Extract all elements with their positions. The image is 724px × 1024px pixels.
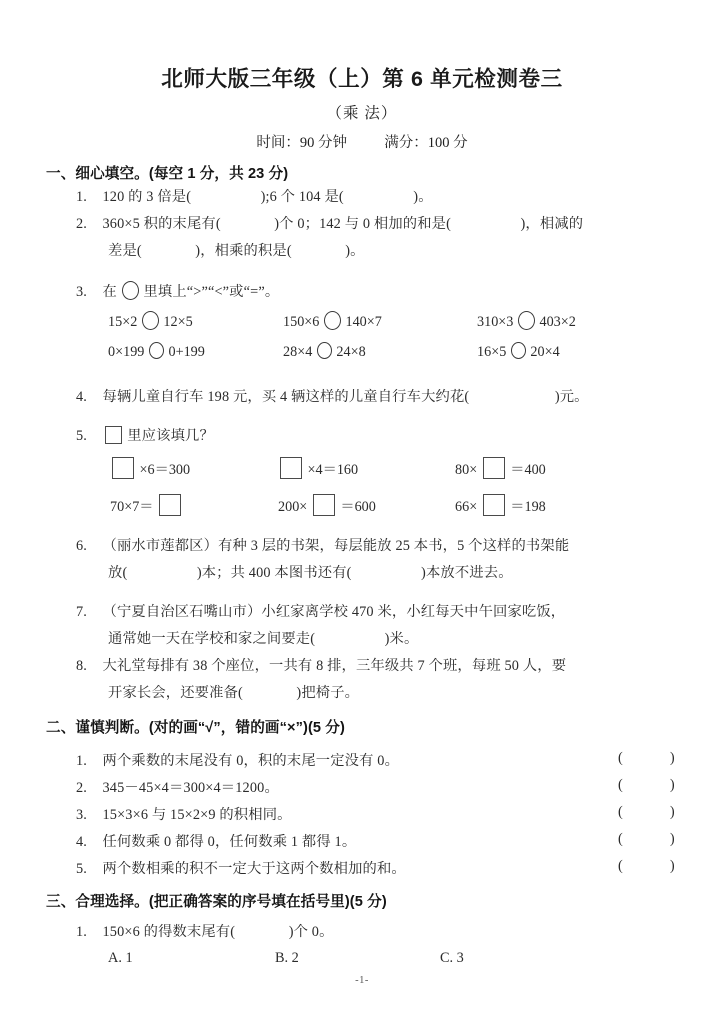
question-3-row-1 [0,311,724,339]
box-expr-cell [278,457,358,479]
paren-open: ( [618,750,623,766]
square-blank-icon[interactable] [280,457,302,479]
question-5-row-2 [0,494,724,522]
box-expr-cell [278,494,376,516]
expr-left: 310×3 [477,314,514,330]
circle-blank-icon[interactable] [142,311,159,330]
expr-left: 28×4 [283,344,313,360]
choice-question-text-b: )个 0。 [288,924,334,940]
expr-cell [477,311,576,331]
expr-cell [477,342,560,361]
question-2-line-2 [108,240,365,260]
judge-answer-blank-1[interactable] [618,750,675,767]
box-expr-pre: 66× [455,499,478,515]
question-5 [76,425,214,445]
page-title: 北师大版三年级（上）第 6 单元检测卷三 [161,67,563,91]
box-expr-cell [110,457,190,479]
score-label: 满分：100 分 [384,135,468,151]
paren-close: ) [669,750,675,766]
paren-open: ( [618,804,623,820]
judge-item-text: 两个乘数的末尾没有 0，积的末尾一定没有 0。 [102,753,400,769]
section-2-heading: 二、谨慎判断。(对的画“√”，错的画“×”)(5 分) [46,720,345,736]
question-4-number: 4. [76,389,88,405]
question-3-row-2 [0,342,724,370]
box-expr-post: ＝600 [340,499,376,515]
judge-answer-blank-3[interactable] [618,804,675,821]
judge-item-4 [76,831,356,851]
judge-item-text: 345－45×4＝300×4＝1200。 [102,780,279,796]
box-expr-pre: 70×7＝ [110,499,154,515]
expr-left: 150×6 [283,314,320,330]
question-1 [76,186,433,206]
choice-question-number: 1. [76,924,88,940]
circle-blank-icon[interactable] [324,311,341,330]
circle-blank-icon[interactable] [149,342,164,359]
expr-cell [283,342,366,361]
paren-open: ( [618,858,623,874]
question-6-text-d: )本放不进去。 [421,565,513,581]
judge-item-text: 15×3×6 与 15×2×9 的积相同。 [102,807,292,823]
judge-item-2 [76,777,279,797]
question-7-text-b: 通常她一天在学校和家之间要走( [108,631,316,647]
question-8-text-a: 大礼堂每排有 38 个座位，一共有 8 排，三年级共 7 个班，每班 50 人，要 [102,658,567,674]
judge-answer-blank-4[interactable] [618,831,675,848]
expr-cell [108,342,205,361]
judge-item-3 [76,804,292,824]
question-6-text-c: )本；共 400 本图书还有( [196,565,352,581]
expr-right: 12×5 [163,314,193,330]
square-blank-icon[interactable] [483,494,505,516]
box-expr-post: ×4＝160 [307,462,359,478]
paren-open: ( [618,777,623,793]
choice-option-a[interactable]: A. 1 [108,950,133,966]
question-6-text-a: （丽水市莲都区）有种 3 层的书架，每层能放 25 本书，5 个这样的书架能 [102,538,570,554]
judge-item-number: 2. [76,780,88,796]
expr-cell [108,311,193,331]
question-3-number: 3. [76,284,88,300]
question-5-prompt: 里应该填几？ [127,428,214,444]
judge-item-number: 1. [76,753,88,769]
expr-right: 140×7 [345,314,382,330]
expr-right: 0+199 [168,344,205,360]
question-5-row-1 [0,457,724,485]
square-blank-icon[interactable] [313,494,335,516]
square-blank-icon[interactable] [105,426,122,444]
question-2-text-d: 差是( [108,243,142,259]
circle-blank-icon[interactable] [511,342,526,359]
time-label: 时间：90 分钟 [256,135,347,151]
question-8-line-2 [108,682,359,702]
question-1-text-a: 120 的 3 倍是( [102,189,192,205]
expr-right: 403×2 [539,314,576,330]
choice-option-c[interactable]: C. 3 [440,950,464,966]
question-2-text-a: 360×5 积的末尾有( [102,216,221,232]
circle-blank-icon[interactable] [317,342,332,359]
question-7 [76,601,565,621]
choice-option-b[interactable]: B. 2 [275,950,299,966]
section-1-heading: 一、细心填空。(每空 1 分，共 23 分) [46,166,289,182]
box-expr-post: ×6＝300 [139,462,191,478]
box-expr-pre: 80× [455,462,478,478]
question-2-text-f: )。 [345,243,365,259]
judge-item-number: 4. [76,834,88,850]
box-expr-post: ＝198 [510,499,546,515]
paren-close: ) [669,804,675,820]
judge-item-5 [76,858,406,878]
expr-right: 24×8 [336,344,366,360]
judge-item-text: 两个数相乘的积不一定大于这两个数相加的和。 [102,861,406,877]
expr-left: 15×2 [108,314,138,330]
page-number: -1- [355,975,369,986]
question-3 [76,281,279,301]
question-7-text-c: )米。 [384,631,419,647]
circle-blank-icon[interactable] [122,281,139,300]
question-1-number: 1. [76,189,88,205]
judge-item-text: 任何数乘 0 都得 0，任何数乘 1 都得 1。 [102,834,357,850]
square-blank-icon[interactable] [483,457,505,479]
paren-close: ) [669,858,675,874]
expr-left: 16×5 [477,344,507,360]
question-1-text-c: )。 [413,189,433,205]
question-6-text-b: 放( [108,565,128,581]
judge-item-number: 3. [76,807,88,823]
question-2-number: 2. [76,216,88,232]
question-2-text-b: )个 0；142 与 0 相加的和是( [274,216,452,232]
question-8-text-b: 开家长会，还要准备( [108,685,243,701]
question-1-text-b: );6 个 104 是( [260,189,344,205]
expr-cell [283,311,382,331]
question-6-number: 6. [76,538,88,554]
judge-answer-blank-2[interactable] [618,777,675,794]
box-expr-cell [110,494,183,516]
judge-item-number: 5. [76,861,88,877]
circle-blank-icon[interactable] [518,311,535,330]
question-8-text-c: )把椅子。 [296,685,360,701]
question-8-number: 8. [76,658,88,674]
question-6 [76,535,569,555]
question-6-line-2 [108,562,513,582]
question-4 [76,386,589,406]
question-8 [76,655,566,675]
question-4-text-b: )元。 [554,389,589,405]
square-blank-icon[interactable] [112,457,134,479]
choice-question-text-a: 150×6 的得数末尾有( [102,924,236,940]
question-3-prompt-a: 在 [102,284,117,300]
question-7-line-2 [108,628,418,648]
exam-meta [0,131,724,152]
question-2 [76,213,583,233]
box-expr-pre: 200× [278,499,308,515]
choice-question-1 [76,921,334,941]
question-2-text-c: )，相减的 [520,216,584,232]
box-expr-post: ＝400 [510,462,546,478]
paren-open: ( [618,831,623,847]
box-expr-cell [455,494,546,516]
paren-close: ) [669,777,675,793]
expr-right: 20×4 [530,344,560,360]
expr-left: 0×199 [108,344,145,360]
judge-item-1 [76,750,399,770]
box-expr-cell [455,457,546,479]
question-4-text-a: 每辆儿童自行车 198 元，买 4 辆这样的儿童自行车大约花( [102,389,470,405]
question-7-text-a: （宁夏自治区石嘴山市）小红家离学校 470 米，小红每天中午回家吃饭， [102,604,566,620]
page-subtitle: （乘 法） [326,105,398,122]
paren-close: ) [669,831,675,847]
question-7-number: 7. [76,604,88,620]
question-5-number: 5. [76,428,88,444]
question-2-text-e: )，相乘的积是( [195,243,292,259]
square-blank-icon[interactable] [159,494,181,516]
question-3-prompt-b: 里填上“>”“<”或“=”。 [143,284,280,300]
section-3-heading: 三、合理选择。(把正确答案的序号填在括号里)(5 分) [46,894,387,910]
judge-answer-blank-5[interactable] [618,858,675,875]
